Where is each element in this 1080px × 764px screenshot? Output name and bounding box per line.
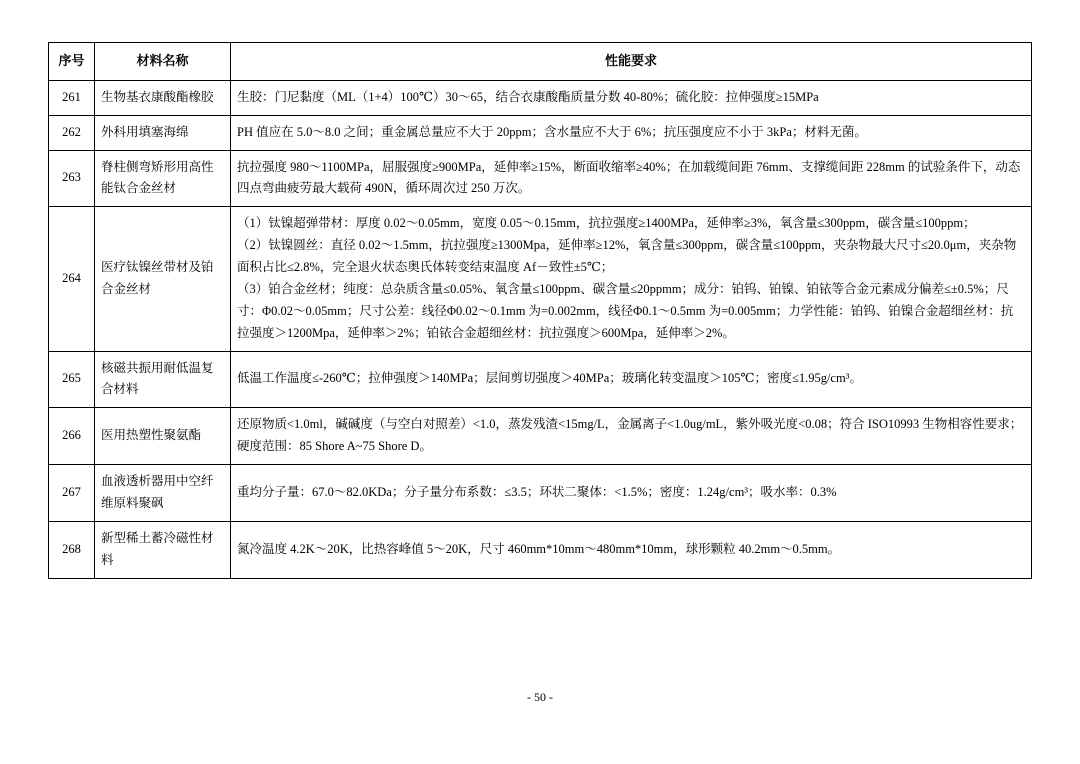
- cell-requirement: [231, 80, 1032, 115]
- cell-no: 266: [49, 408, 95, 465]
- table-row: [49, 80, 1032, 115]
- cell-no: 261: [49, 80, 95, 115]
- cell-material-name: 生物基衣康酸酯橡胶: [95, 80, 231, 115]
- requirement-paragraph: 抗拉强度 980～1100MPa，屈服强度≥900MPa，延伸率≥15%，断面收缩率≥40%；在加载缆间距 76mm、支撑缆间距 228mm 的试验条件下，动态四点弯曲疲劳最大载荷 490N，循环周次过 250 万次。: [237, 159, 1021, 196]
- column-header-no: 序号: [49, 43, 95, 81]
- page-number: - 50 -: [527, 690, 553, 704]
- table-row: [49, 465, 1032, 522]
- materials-spec-table: [48, 42, 1032, 579]
- cell-no: 267: [49, 465, 95, 522]
- requirement-paragraph: （2）钛镍圆丝：直径 0.02～1.5mm，抗拉强度≥1300Mpa，延伸率≥12%，氧含量≤300ppm，碳含量≤100ppm，夹杂物最大尺寸≤20.0μm，夹杂物面积占比≤2.8%，完全退火状态奥氏体转变结束温度 Af－致性±5℃；: [237, 238, 1017, 274]
- cell-material-name: 核磁共振用耐低温复合材料: [95, 351, 231, 408]
- table-body: [49, 80, 1032, 578]
- cell-material-name: 医疗钛镍丝带材及铂合金丝材: [95, 207, 231, 351]
- cell-requirement: [231, 351, 1032, 408]
- table-row: [49, 150, 1032, 207]
- requirement-paragraph: 重均分子量：67.0～82.0KDa；分子量分布系数：≤3.5；环状二聚体：<1.5%；密度：1.24g/cm³；吸水率：0.3%: [237, 484, 837, 499]
- cell-no: 262: [49, 115, 95, 150]
- table-row: [49, 408, 1032, 465]
- cell-material-name: 新型稀土蓄冷磁性材料: [95, 521, 231, 578]
- cell-no: 264: [49, 207, 95, 351]
- column-header-name: 材料名称: [95, 43, 231, 81]
- cell-material-name: 脊柱侧弯矫形用高性能钛合金丝材: [95, 150, 231, 207]
- cell-requirement: [231, 408, 1032, 465]
- table-row: [49, 207, 1032, 351]
- table-row: [49, 115, 1032, 150]
- requirement-paragraph: 低温工作温度≤-260℃；拉伸强度＞140MPa；层间剪切强度＞40MPa；玻璃化转变温度＞105℃；密度≤1.95g/cm³。: [237, 371, 862, 386]
- column-header-requirement: 性能要求: [231, 43, 1032, 81]
- cell-no: 265: [49, 351, 95, 408]
- cell-requirement: [231, 521, 1032, 578]
- cell-material-name: 医用热塑性聚氨酯: [95, 408, 231, 465]
- table-header-row: [49, 43, 1032, 81]
- table-row: [49, 351, 1032, 408]
- table-row: [49, 521, 1032, 578]
- requirement-paragraph: 还原物质<1.0ml，碱碱度（与空白对照差）<1.0，蒸发残渣<15mg/L，金属离子<1.0ug/mL，紫外吸光度<0.08；符合 ISO10993 生物相容性要求；硬度范围：85 Shore A~75 Shore D。: [237, 417, 1023, 454]
- requirement-paragraph: （3）铂合金丝材；纯度：总杂质含量≤0.05%、氧含量≤100ppm、碳含量≤20ppmm；成分：铂钨、铂镍、铂铱等合金元素成分偏差≤±0.5%；尺寸：Φ0.02～0.05mm；尺寸公差：线径Φ0.02～0.1mm 为=0.002mm，线径Φ0.1～0.5mm 为=0.005mm；力学性能：铂钨、铂镍合金超细丝材：抗拉强度＞1200Mpa，延伸率＞2%；铂铱合金超细丝材：抗拉强度＞600Mpa，延伸率＞2%。: [237, 281, 1014, 340]
- cell-requirement: [231, 465, 1032, 522]
- cell-no: 268: [49, 521, 95, 578]
- cell-requirement: [231, 150, 1032, 207]
- requirement-paragraph: （1）钛镍超弹带材：厚度 0.02～0.05mm，宽度 0.05～0.15mm，抗拉强度≥1400MPa，延伸率≥3%，氧含量≤300ppm，碳含量≤100ppm；: [237, 216, 976, 231]
- requirement-paragraph: 氮冷温度 4.2K～20K，比热容峰值 5～20K，尺寸 460mm*10mm～480mm*10mm，球形颗粒 40.2mm～0.5mm。: [237, 541, 841, 556]
- cell-requirement: [231, 207, 1032, 351]
- cell-material-name: 血液透析器用中空纤维原料聚砜: [95, 465, 231, 522]
- cell-material-name: 外科用填塞海绵: [95, 115, 231, 150]
- requirement-paragraph: 生胶：门尼黏度（ML（1+4）100℃）30～65，结合衣康酸酯质量分数 40-80%；硫化胶：拉伸强度≥15MPa: [237, 89, 819, 104]
- table-header: [49, 43, 1032, 81]
- cell-requirement: [231, 115, 1032, 150]
- requirement-paragraph: PH 值应在 5.0～8.0 之间；重金属总量应不大于 20ppm；含水量应不大于 6%；抗压强度应不小于 3kPa；材料无菌。: [237, 124, 867, 139]
- cell-no: 263: [49, 150, 95, 207]
